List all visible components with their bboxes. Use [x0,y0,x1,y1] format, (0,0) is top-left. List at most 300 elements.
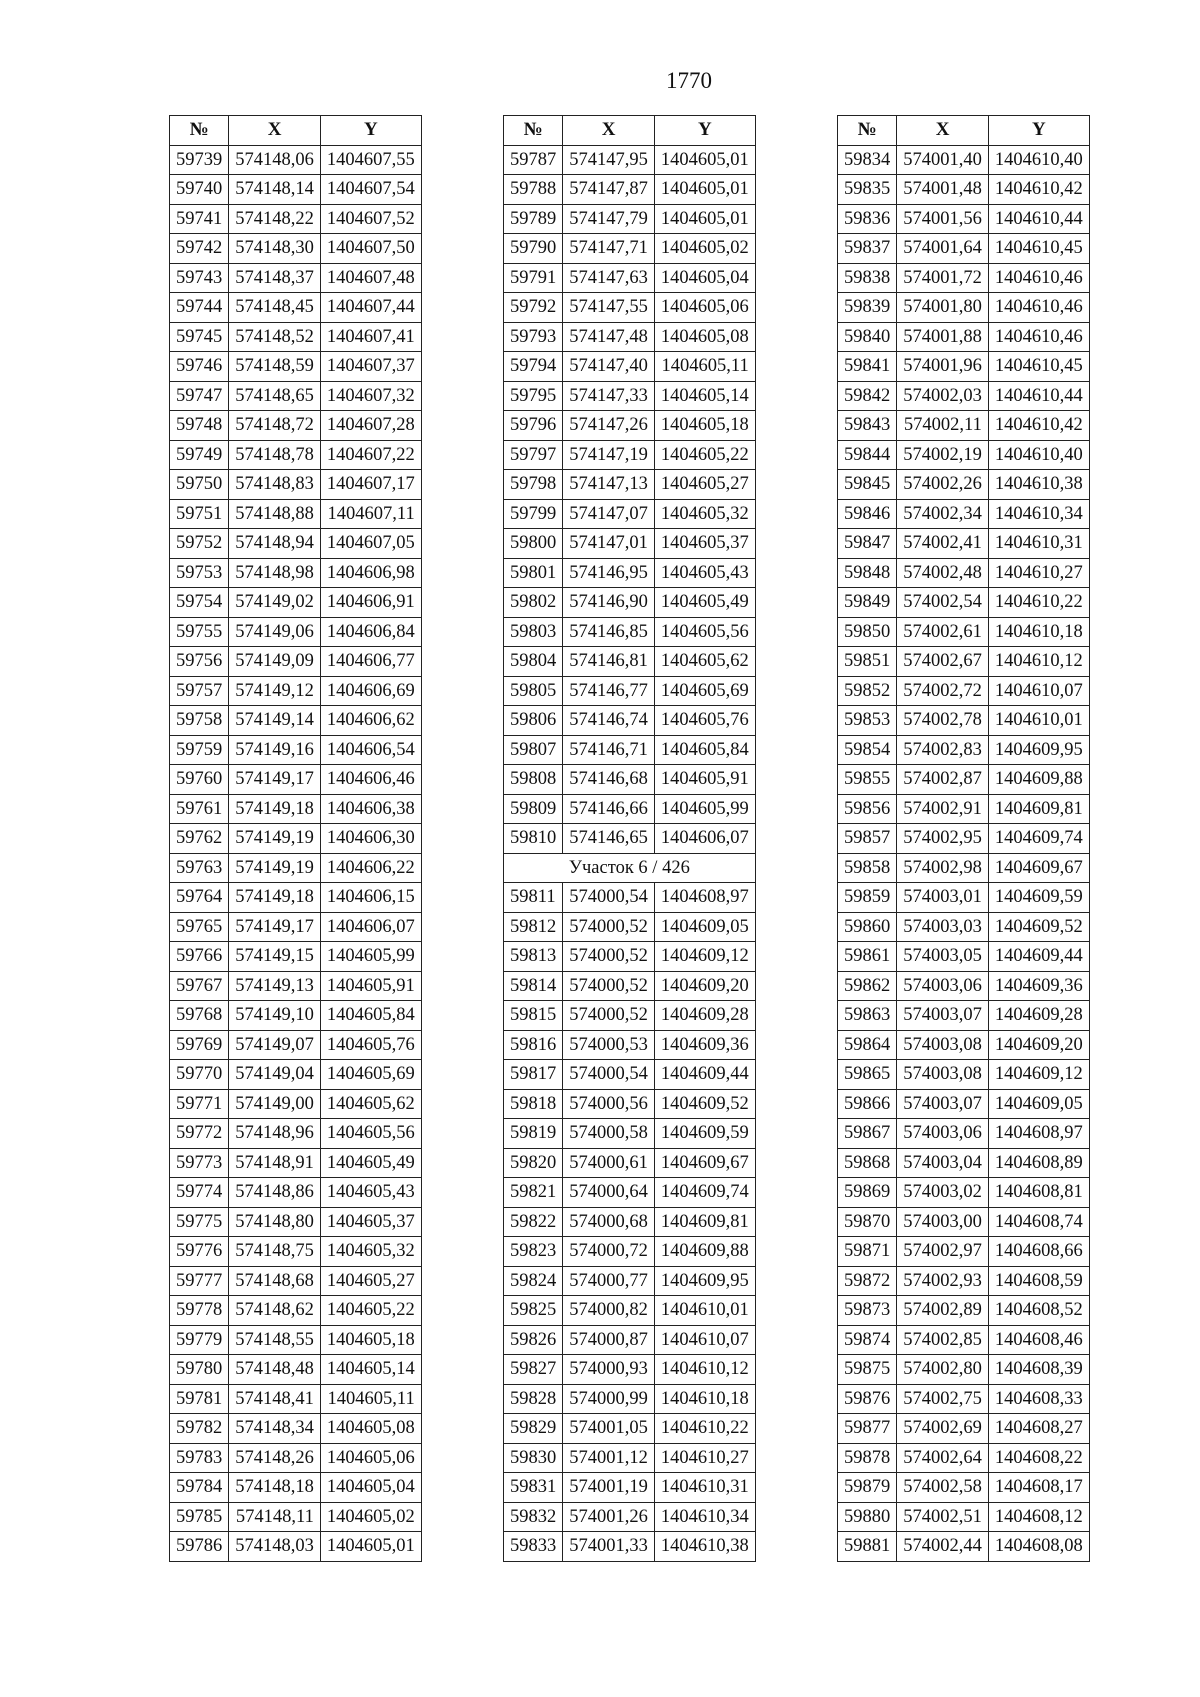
table-row [504,1178,756,1208]
point-number-cell: 59832 [504,1502,563,1532]
x-coordinate-cell: 574149,10 [229,1001,321,1031]
point-number-cell: 59777 [170,1266,229,1296]
y-coordinate-cell: 1404609,67 [988,853,1089,883]
y-coordinate-cell: 1404605,91 [654,765,755,795]
point-number-cell: 59804 [504,647,563,677]
x-coordinate-cell: 574146,95 [563,558,655,588]
point-number-cell: 59755 [170,617,229,647]
table-header-row [838,116,1090,146]
table-row [504,1355,756,1385]
point-number-cell: 59857 [838,824,897,854]
x-coordinate-cell: 574001,96 [897,352,989,382]
table-row [838,942,1090,972]
y-coordinate-cell: 1404605,04 [654,263,755,293]
point-number-cell: 59827 [504,1355,563,1385]
coordinate-table-1 [169,115,422,1562]
point-number-cell: 59770 [170,1060,229,1090]
y-coordinate-cell: 1404610,38 [988,470,1089,500]
point-number-cell: 59814 [504,971,563,1001]
y-coordinate-cell: 1404610,40 [988,440,1089,470]
table-row [170,1325,422,1355]
y-coordinate-cell: 1404605,06 [320,1443,421,1473]
x-coordinate-cell: 574148,75 [229,1237,321,1267]
table-row [838,1030,1090,1060]
x-coordinate-cell: 574147,87 [563,175,655,205]
point-number-cell: 59744 [170,293,229,323]
coordinate-table-3 [837,115,1090,1562]
y-coordinate-cell: 1404605,43 [320,1178,421,1208]
x-coordinate-cell: 574148,78 [229,440,321,470]
table-row [838,1237,1090,1267]
x-coordinate-cell: 574002,34 [897,499,989,529]
x-coordinate-cell: 574148,59 [229,352,321,382]
point-number-cell: 59746 [170,352,229,382]
x-coordinate-cell: 574001,64 [897,234,989,264]
x-coordinate-cell: 574003,08 [897,1060,989,1090]
table-row [170,1237,422,1267]
x-coordinate-cell: 574000,64 [563,1178,655,1208]
y-coordinate-cell: 1404609,59 [654,1119,755,1149]
y-coordinate-cell: 1404607,50 [320,234,421,264]
x-coordinate-cell: 574000,56 [563,1089,655,1119]
table-row [170,175,422,205]
x-coordinate-cell: 574000,52 [563,1001,655,1031]
table-row [504,470,756,500]
y-coordinate-cell: 1404606,54 [320,735,421,765]
x-coordinate-cell: 574003,02 [897,1178,989,1208]
table-row [170,1266,422,1296]
y-coordinate-cell: 1404605,99 [320,942,421,972]
x-coordinate-cell: 574148,14 [229,175,321,205]
point-number-cell: 59861 [838,942,897,972]
x-coordinate-cell: 574003,01 [897,883,989,913]
table-row [170,676,422,706]
y-coordinate-cell: 1404609,95 [654,1266,755,1296]
point-number-cell: 59845 [838,470,897,500]
point-number-cell: 59860 [838,912,897,942]
y-coordinate-cell: 1404610,46 [988,293,1089,323]
point-number-cell: 59796 [504,411,563,441]
y-coordinate-cell: 1404607,41 [320,322,421,352]
point-number-cell: 59793 [504,322,563,352]
x-coordinate-cell: 574001,19 [563,1473,655,1503]
table-row [504,588,756,618]
column-header-x: X [229,116,321,146]
table-row [838,1060,1090,1090]
point-number-cell: 59794 [504,352,563,382]
table-row [838,883,1090,913]
y-coordinate-cell: 1404605,32 [320,1237,421,1267]
table-row [504,499,756,529]
point-number-cell: 59758 [170,706,229,736]
point-number-cell: 59774 [170,1178,229,1208]
table-row [838,853,1090,883]
table-row [170,1502,422,1532]
table-row [170,204,422,234]
y-coordinate-cell: 1404610,42 [988,175,1089,205]
table-row [838,617,1090,647]
x-coordinate-cell: 574148,48 [229,1355,321,1385]
table-row [170,263,422,293]
x-coordinate-cell: 574001,12 [563,1443,655,1473]
section-label: Участок 6 / 426 [504,853,756,883]
x-coordinate-cell: 574147,55 [563,293,655,323]
x-coordinate-cell: 574149,19 [229,853,321,883]
point-number-cell: 59877 [838,1414,897,1444]
table-row [170,824,422,854]
y-coordinate-cell: 1404605,06 [654,293,755,323]
point-number-cell: 59840 [838,322,897,352]
table-row [504,558,756,588]
x-coordinate-cell: 574002,03 [897,381,989,411]
x-coordinate-cell: 574002,26 [897,470,989,500]
x-coordinate-cell: 574148,34 [229,1414,321,1444]
point-number-cell: 59850 [838,617,897,647]
table-row [504,263,756,293]
y-coordinate-cell: 1404605,18 [654,411,755,441]
x-coordinate-cell: 574149,17 [229,912,321,942]
point-number-cell: 59817 [504,1060,563,1090]
point-number-cell: 59841 [838,352,897,382]
y-coordinate-cell: 1404606,15 [320,883,421,913]
y-coordinate-cell: 1404609,05 [654,912,755,942]
point-number-cell: 59830 [504,1443,563,1473]
table-row [838,765,1090,795]
point-number-cell: 59759 [170,735,229,765]
x-coordinate-cell: 574003,07 [897,1001,989,1031]
table-row [170,735,422,765]
y-coordinate-cell: 1404608,81 [988,1178,1089,1208]
x-coordinate-cell: 574148,11 [229,1502,321,1532]
x-coordinate-cell: 574001,05 [563,1414,655,1444]
point-number-cell: 59876 [838,1384,897,1414]
x-coordinate-cell: 574002,80 [897,1355,989,1385]
x-coordinate-cell: 574000,52 [563,942,655,972]
y-coordinate-cell: 1404605,27 [320,1266,421,1296]
x-coordinate-cell: 574002,44 [897,1532,989,1562]
y-coordinate-cell: 1404610,22 [654,1414,755,1444]
y-coordinate-cell: 1404605,49 [320,1148,421,1178]
point-number-cell: 59762 [170,824,229,854]
x-coordinate-cell: 574148,91 [229,1148,321,1178]
point-number-cell: 59789 [504,204,563,234]
x-coordinate-cell: 574149,19 [229,824,321,854]
x-coordinate-cell: 574000,68 [563,1207,655,1237]
x-coordinate-cell: 574003,08 [897,1030,989,1060]
y-coordinate-cell: 1404608,39 [988,1355,1089,1385]
y-coordinate-cell: 1404608,17 [988,1473,1089,1503]
x-coordinate-cell: 574001,56 [897,204,989,234]
y-coordinate-cell: 1404605,84 [654,735,755,765]
y-coordinate-cell: 1404607,22 [320,440,421,470]
point-number-cell: 59831 [504,1473,563,1503]
table-row [838,1178,1090,1208]
table-row [504,1325,756,1355]
table-row [170,1296,422,1326]
x-coordinate-cell: 574149,00 [229,1089,321,1119]
y-coordinate-cell: 1404606,07 [654,824,755,854]
point-number-cell: 59782 [170,1414,229,1444]
table-row [170,1148,422,1178]
y-coordinate-cell: 1404605,01 [654,175,755,205]
table-row [838,1325,1090,1355]
y-coordinate-cell: 1404605,43 [654,558,755,588]
x-coordinate-cell: 574149,09 [229,647,321,677]
point-number-cell: 59743 [170,263,229,293]
x-coordinate-cell: 574147,79 [563,204,655,234]
point-number-cell: 59798 [504,470,563,500]
y-coordinate-cell: 1404609,28 [988,1001,1089,1031]
x-coordinate-cell: 574149,02 [229,588,321,618]
x-coordinate-cell: 574147,19 [563,440,655,470]
table-row [504,1001,756,1031]
table-row [504,1473,756,1503]
y-coordinate-cell: 1404607,48 [320,263,421,293]
point-number-cell: 59828 [504,1384,563,1414]
y-coordinate-cell: 1404609,12 [654,942,755,972]
y-coordinate-cell: 1404610,18 [988,617,1089,647]
point-number-cell: 59867 [838,1119,897,1149]
table-row [504,794,756,824]
point-number-cell: 59757 [170,676,229,706]
table-row [504,1502,756,1532]
x-coordinate-cell: 574148,26 [229,1443,321,1473]
point-number-cell: 59819 [504,1119,563,1149]
y-coordinate-cell: 1404610,44 [988,381,1089,411]
y-coordinate-cell: 1404609,88 [654,1237,755,1267]
x-coordinate-cell: 574147,48 [563,322,655,352]
table-row [838,558,1090,588]
y-coordinate-cell: 1404610,45 [988,352,1089,382]
point-number-cell: 59864 [838,1030,897,1060]
x-coordinate-cell: 574146,71 [563,735,655,765]
y-coordinate-cell: 1404609,81 [988,794,1089,824]
y-coordinate-cell: 1404608,59 [988,1266,1089,1296]
table-row [838,1207,1090,1237]
table-row [838,1443,1090,1473]
point-number-cell: 59771 [170,1089,229,1119]
table-row [838,588,1090,618]
point-number-cell: 59859 [838,883,897,913]
x-coordinate-cell: 574148,37 [229,263,321,293]
x-coordinate-cell: 574148,98 [229,558,321,588]
y-coordinate-cell: 1404608,33 [988,1384,1089,1414]
x-coordinate-cell: 574002,61 [897,617,989,647]
page-number: 1770 [666,68,712,93]
point-number-cell: 59822 [504,1207,563,1237]
y-coordinate-cell: 1404606,77 [320,647,421,677]
x-coordinate-cell: 574148,94 [229,529,321,559]
y-coordinate-cell: 1404610,07 [988,676,1089,706]
point-number-cell: 59826 [504,1325,563,1355]
y-coordinate-cell: 1404608,08 [988,1532,1089,1562]
table-row [838,1296,1090,1326]
x-coordinate-cell: 574147,07 [563,499,655,529]
table-row [504,706,756,736]
point-number-cell: 59750 [170,470,229,500]
y-coordinate-cell: 1404605,22 [654,440,755,470]
point-number-cell: 59790 [504,234,563,264]
table-row [170,1001,422,1031]
y-coordinate-cell: 1404605,27 [654,470,755,500]
y-coordinate-cell: 1404605,01 [654,204,755,234]
table-header-row [170,116,422,146]
point-number-cell: 59775 [170,1207,229,1237]
table-row [504,293,756,323]
point-number-cell: 59811 [504,883,563,913]
table-row [170,1089,422,1119]
table-row [838,735,1090,765]
table-row [504,1060,756,1090]
x-coordinate-cell: 574147,13 [563,470,655,500]
point-number-cell: 59818 [504,1089,563,1119]
x-coordinate-cell: 574148,83 [229,470,321,500]
table-row [504,1089,756,1119]
x-coordinate-cell: 574146,66 [563,794,655,824]
x-coordinate-cell: 574002,83 [897,735,989,765]
y-coordinate-cell: 1404609,67 [654,1148,755,1178]
point-number-cell: 59807 [504,735,563,765]
point-number-cell: 59792 [504,293,563,323]
column-header-x: X [897,116,989,146]
point-number-cell: 59763 [170,853,229,883]
point-number-cell: 59863 [838,1001,897,1031]
point-number-cell: 59875 [838,1355,897,1385]
table-row [170,765,422,795]
y-coordinate-cell: 1404605,91 [320,971,421,1001]
point-number-cell: 59813 [504,942,563,972]
point-number-cell: 59870 [838,1207,897,1237]
table-row [170,971,422,1001]
point-number-cell: 59862 [838,971,897,1001]
x-coordinate-cell: 574001,88 [897,322,989,352]
point-number-cell: 59829 [504,1414,563,1444]
x-coordinate-cell: 574148,18 [229,1473,321,1503]
x-coordinate-cell: 574000,99 [563,1384,655,1414]
y-coordinate-cell: 1404605,76 [654,706,755,736]
y-coordinate-cell: 1404605,56 [654,617,755,647]
point-number-cell: 59772 [170,1119,229,1149]
table-row [504,912,756,942]
table-row [170,1207,422,1237]
point-number-cell: 59761 [170,794,229,824]
point-number-cell: 59769 [170,1030,229,1060]
table-row [838,1384,1090,1414]
point-number-cell: 59802 [504,588,563,618]
point-number-cell: 59778 [170,1296,229,1326]
point-number-cell: 59847 [838,529,897,559]
table-row [504,234,756,264]
y-coordinate-cell: 1404609,20 [654,971,755,1001]
point-number-cell: 59745 [170,322,229,352]
x-coordinate-cell: 574002,93 [897,1266,989,1296]
column-header-number: № [170,116,229,146]
table-row [838,293,1090,323]
y-coordinate-cell: 1404605,22 [320,1296,421,1326]
y-coordinate-cell: 1404609,95 [988,735,1089,765]
y-coordinate-cell: 1404610,45 [988,234,1089,264]
table-row [170,352,422,382]
y-coordinate-cell: 1404606,22 [320,853,421,883]
point-number-cell: 59810 [504,824,563,854]
x-coordinate-cell: 574003,06 [897,971,989,1001]
table-row [838,1119,1090,1149]
point-number-cell: 59836 [838,204,897,234]
x-coordinate-cell: 574000,77 [563,1266,655,1296]
x-coordinate-cell: 574000,52 [563,971,655,1001]
y-coordinate-cell: 1404606,30 [320,824,421,854]
x-coordinate-cell: 574148,52 [229,322,321,352]
x-coordinate-cell: 574149,18 [229,794,321,824]
point-number-cell: 59835 [838,175,897,205]
table-row [170,322,422,352]
table-row [170,912,422,942]
y-coordinate-cell: 1404610,18 [654,1384,755,1414]
x-coordinate-cell: 574149,16 [229,735,321,765]
x-coordinate-cell: 574147,63 [563,263,655,293]
table-row [170,588,422,618]
point-number-cell: 59824 [504,1266,563,1296]
y-coordinate-cell: 1404610,46 [988,263,1089,293]
table-row [504,647,756,677]
y-coordinate-cell: 1404607,11 [320,499,421,529]
x-coordinate-cell: 574002,54 [897,588,989,618]
x-coordinate-cell: 574002,75 [897,1384,989,1414]
x-coordinate-cell: 574000,54 [563,883,655,913]
table-row [504,1443,756,1473]
table-row [838,352,1090,382]
table-row [504,765,756,795]
table-row [504,1030,756,1060]
point-number-cell: 59869 [838,1178,897,1208]
table-row [504,145,756,175]
table-row [838,234,1090,264]
table-row [170,234,422,264]
x-coordinate-cell: 574002,51 [897,1502,989,1532]
point-number-cell: 59800 [504,529,563,559]
point-number-cell: 59791 [504,263,563,293]
point-number-cell: 59844 [838,440,897,470]
point-number-cell: 59843 [838,411,897,441]
table-row [504,204,756,234]
table-row [504,1207,756,1237]
x-coordinate-cell: 574147,40 [563,352,655,382]
y-coordinate-cell: 1404609,74 [654,1178,755,1208]
column-header-y: Y [988,116,1089,146]
y-coordinate-cell: 1404609,05 [988,1089,1089,1119]
x-coordinate-cell: 574000,93 [563,1355,655,1385]
y-coordinate-cell: 1404608,46 [988,1325,1089,1355]
point-number-cell: 59801 [504,558,563,588]
table-row [170,647,422,677]
y-coordinate-cell: 1404605,37 [654,529,755,559]
table-row [838,971,1090,1001]
table-row [504,617,756,647]
table-row [838,322,1090,352]
y-coordinate-cell: 1404605,01 [654,145,755,175]
y-coordinate-cell: 1404608,97 [988,1119,1089,1149]
x-coordinate-cell: 574003,06 [897,1119,989,1149]
y-coordinate-cell: 1404605,62 [654,647,755,677]
y-coordinate-cell: 1404609,36 [654,1030,755,1060]
point-number-cell: 59797 [504,440,563,470]
y-coordinate-cell: 1404605,99 [654,794,755,824]
y-coordinate-cell: 1404608,22 [988,1443,1089,1473]
y-coordinate-cell: 1404605,84 [320,1001,421,1031]
x-coordinate-cell: 574148,86 [229,1178,321,1208]
x-coordinate-cell: 574148,22 [229,204,321,234]
y-coordinate-cell: 1404607,55 [320,145,421,175]
